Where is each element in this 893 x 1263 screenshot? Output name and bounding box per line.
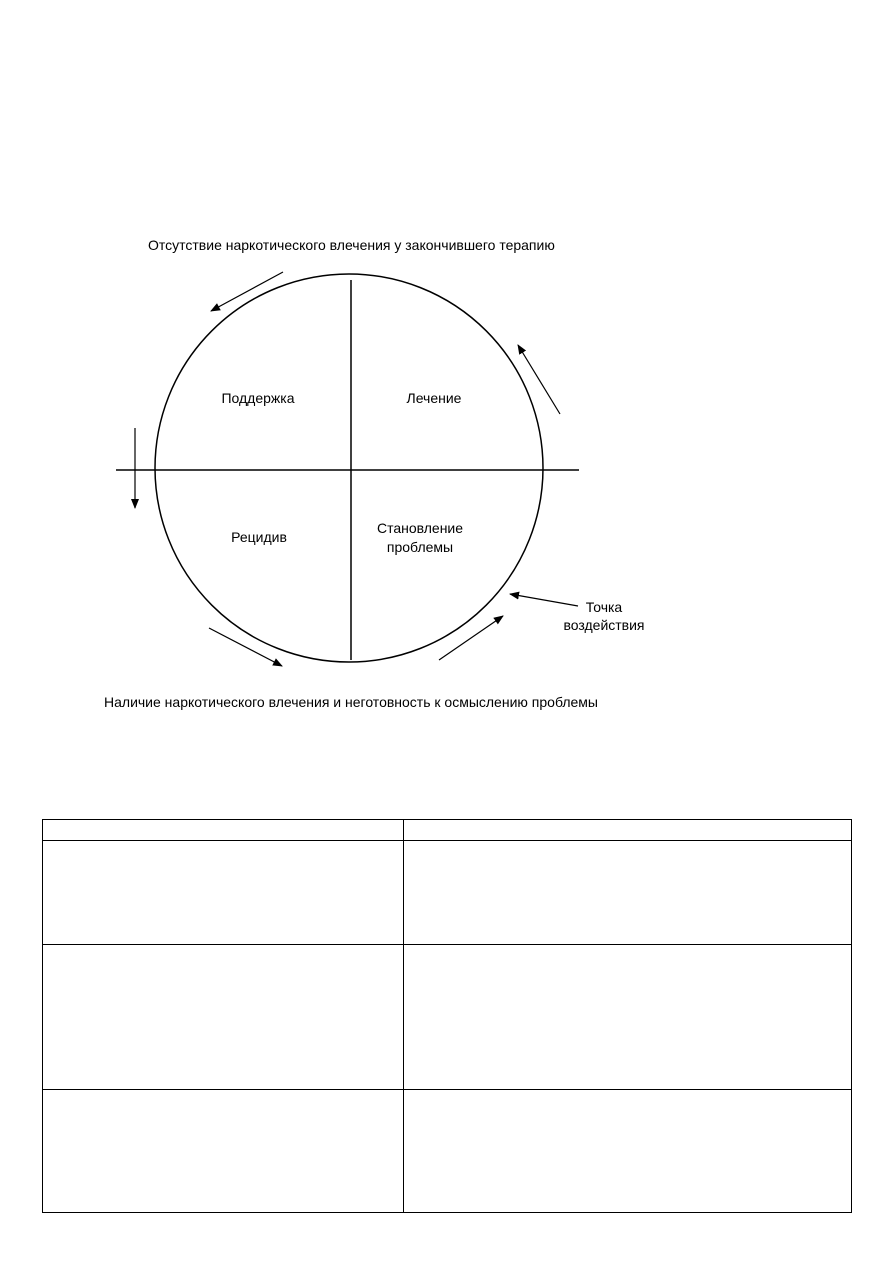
table-cell [43, 1090, 404, 1213]
table-cell [404, 841, 852, 945]
table-row [43, 820, 852, 841]
impact-point-label-line1: Точка [585, 599, 623, 615]
table-cell [404, 820, 852, 841]
arrow-right [518, 345, 560, 414]
quadrant-relapse-label: Рецидив [231, 529, 287, 545]
arrow-top-left [211, 272, 283, 311]
table-cell [43, 945, 404, 1090]
table-row [43, 841, 852, 945]
impact-point-label-line2: воздействия [563, 617, 645, 633]
top-caption: Отсутствие наркотического влечения у закончившего терапию [148, 237, 555, 253]
bottom-caption: Наличие наркотического влечения и неготовность к осмыслению проблемы [104, 694, 598, 710]
table-cell [43, 820, 404, 841]
table-row [43, 945, 852, 1090]
quadrant-treatment-label: Лечение [406, 390, 462, 406]
impact-point-arrow [510, 594, 578, 606]
quadrant-maintenance-label: Поддержка [221, 390, 295, 406]
cycle-circle [155, 274, 543, 662]
arrow-bottom-left [209, 628, 282, 666]
table-row [43, 1090, 852, 1213]
quadrant-problem-formation-label-line2: проблемы [386, 539, 454, 555]
table-cell [404, 945, 852, 1090]
arrow-bottom-right [439, 616, 503, 660]
quadrant-problem-formation-label-line1: Становление [376, 520, 464, 536]
table-cell [404, 1090, 852, 1213]
table-cell [43, 841, 404, 945]
empty-table [42, 819, 852, 1213]
